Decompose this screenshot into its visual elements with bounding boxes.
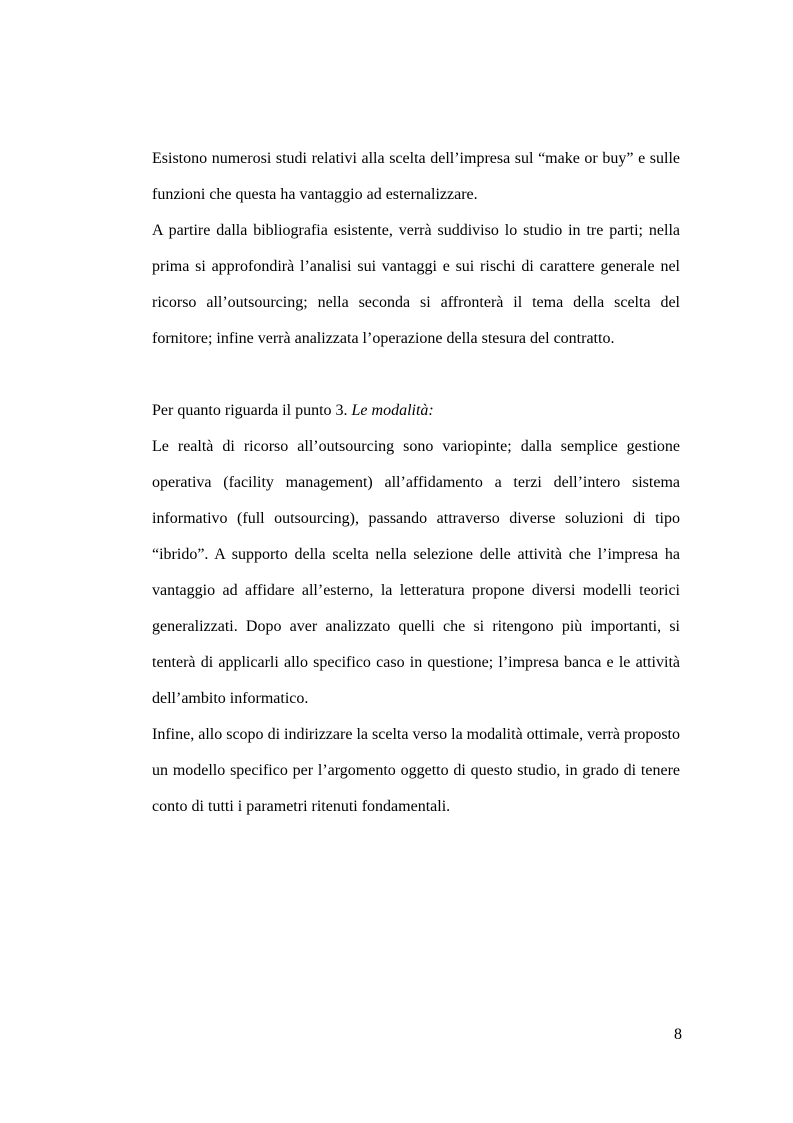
paragraph-conclusion: Infine, allo scopo di indirizzare la scelta verso la modalità ottimale, verrà proposto un modello specifico per l’argomento oggetto di questo studio, in grado di tenere conto di tutti i parametri ritenuti fondamentali. bbox=[152, 726, 680, 815]
page-number: 8 bbox=[674, 1026, 682, 1043]
paragraph-outsourcing-realities: Le realtà di ricorso all’outsourcing sono variopinte; dalla semplice gestione operativa (facility management) all’affidamento a terzi dell’intero sistema informativo (full outsourcing), passando attraverso diverse soluzioni di tipo “ibrido”. A supporto della scelta nella selezione delle attività che l’impresa ha vantaggio ad affidare all’esterno, la letteratura propone diversi modelli teorici generalizzati. Dopo aver analizzato quelli che si ritengono più importanti, si tenterà di applicarli allo specifico caso in questione; l’impresa banca e le attività dell’ambito informatico. bbox=[152, 438, 680, 707]
section-intro-title: Le modalità: bbox=[351, 402, 434, 419]
section-intro-lead: Per quanto riguarda il punto 3. bbox=[152, 402, 352, 419]
body-text bbox=[152, 141, 680, 825]
section-intro bbox=[152, 393, 680, 429]
paragraph-study-structure: A partire dalla bibliografia esistente, verrà suddiviso lo studio in tre parti; nella prima si approfondirà l’analisi sui vantaggi e sui rischi di carattere generale nel ricorso all’outsourcing; nella seconda si affronterà il tema della scelta del fornitore; infine verrà analizzata l’operazione della stesura del contratto. bbox=[152, 222, 680, 347]
paragraph-make-or-buy: Esistono numerosi studi relativi alla scelta dell’impresa sul “make or buy” e sulle funzioni che questa ha vantaggio ad esternalizzare. bbox=[152, 150, 680, 203]
